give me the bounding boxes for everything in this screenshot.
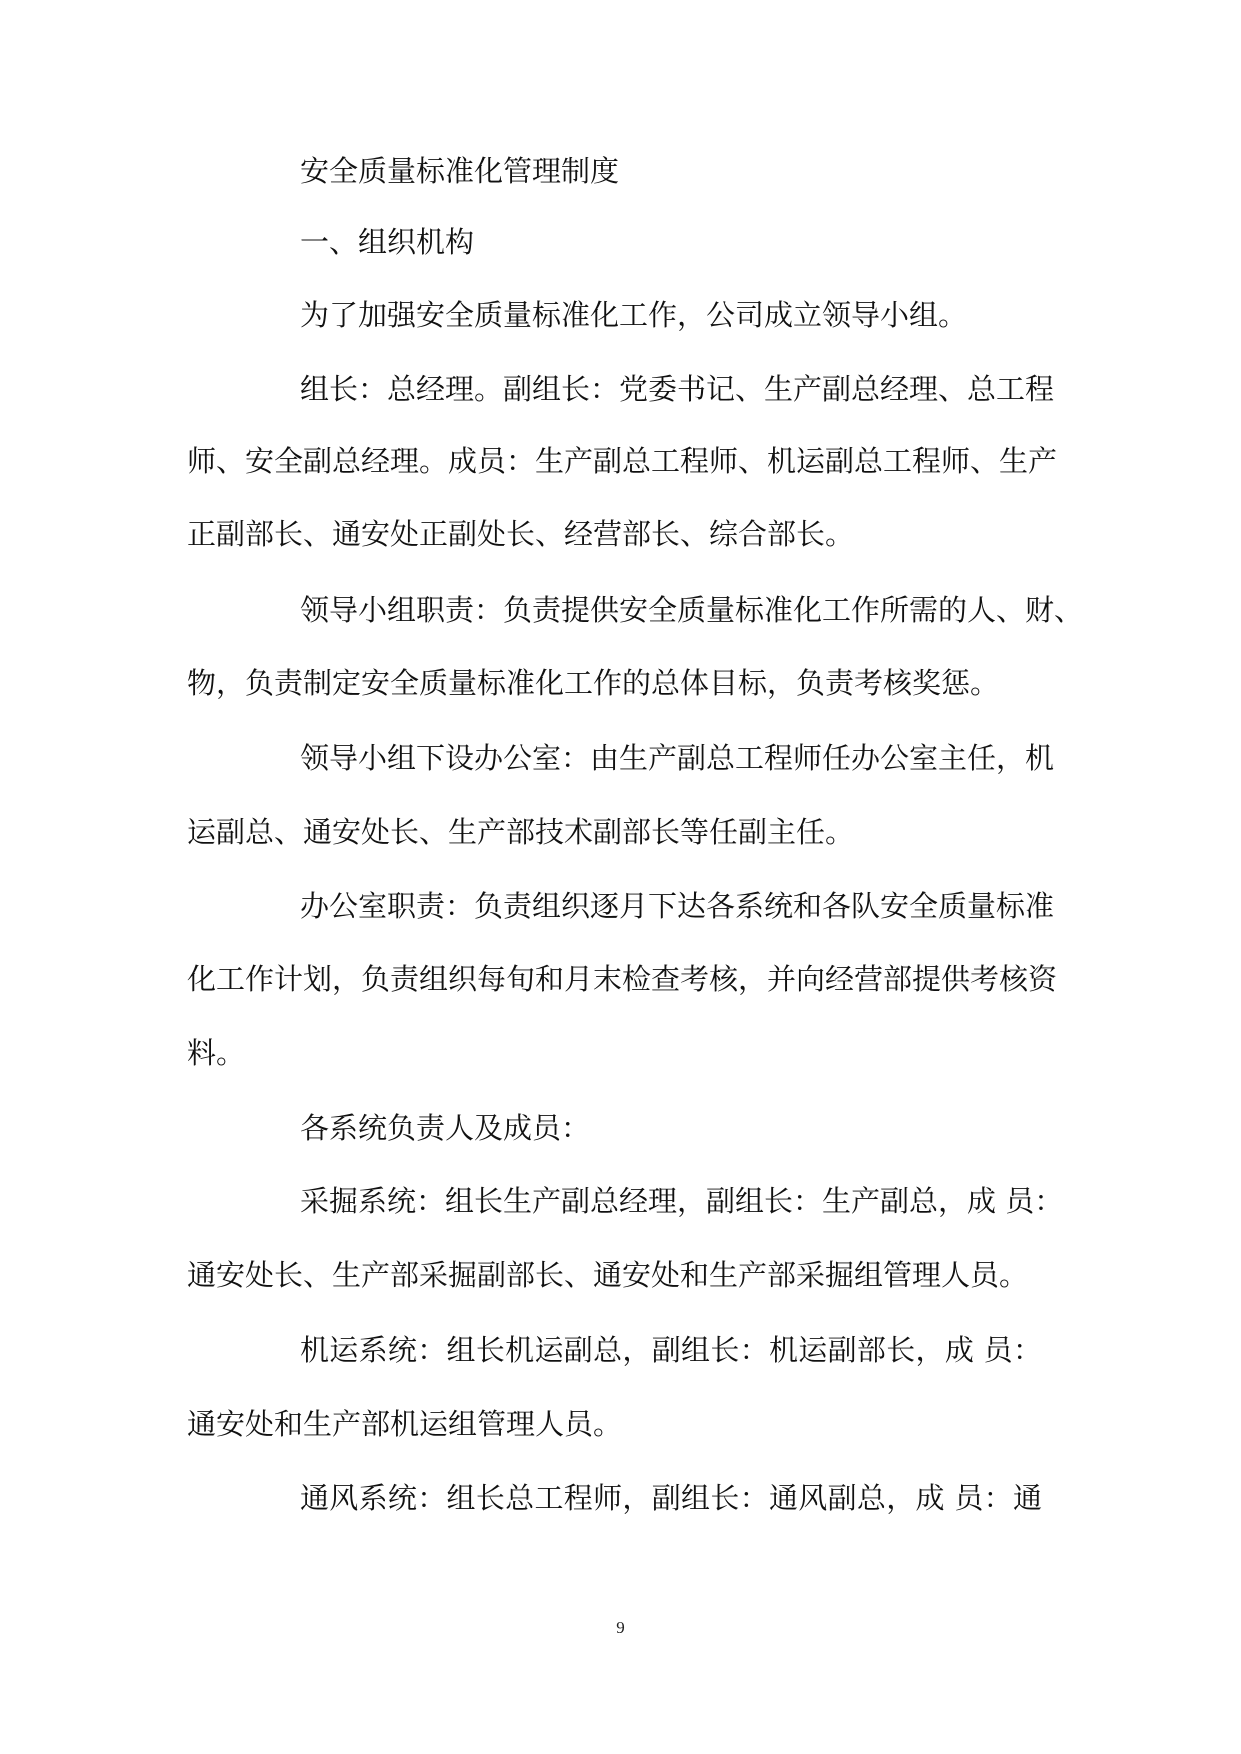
paragraph-line: 正副部长、通安处正副处长、经营部长、综合部长。 [187, 517, 855, 551]
paragraph-line: 机运系统：组长机运副总，副组长：机运副部长，成 员： [300, 1333, 1042, 1367]
paragraph-line: 师、安全副总经理。成员：生产副总工程师、机运副总工程师、生产 [187, 444, 1058, 478]
paragraph-line: 通安处和生产部机运组管理人员。 [187, 1407, 623, 1441]
page-number: 9 [616, 1618, 625, 1637]
paragraph-line: 采掘系统：组长生产副总经理，副组长：生产副总，成 员： [300, 1184, 1064, 1218]
document-title: 安全质量标准化管理制度 [300, 154, 620, 188]
paragraph-line: 组长：总经理。副组长：党委书记、生产副总经理、总工程 [300, 372, 1055, 406]
paragraph-line: 物，负责制定安全质量标准化工作的总体目标，负责考核奖惩。 [187, 666, 1000, 700]
paragraph-line: 为了加强安全质量标准化工作，公司成立领导小组。 [300, 298, 968, 332]
section-heading: 一、组织机构 [300, 225, 475, 259]
paragraph-line: 通安处长、生产部采掘副部长、通安处和生产部采掘组管理人员。 [187, 1258, 1029, 1292]
paragraph-line: 领导小组下设办公室：由生产副总工程师任办公室主任，机 [300, 741, 1055, 775]
paragraph-line: 通风系统：组长总工程师，副组长：通风副总，成 员：通 [300, 1481, 1042, 1515]
paragraph-line: 运副总、通安处长、生产部技术副部长等任副主任。 [187, 815, 855, 849]
paragraph-line: 领导小组职责：负责提供安全质量标准化工作所需的人、财、 [300, 593, 1084, 627]
paragraph-line: 料。 [187, 1036, 246, 1070]
paragraph-line: 办公室职责：负责组织逐月下达各系统和各队安全质量标准 [300, 889, 1055, 923]
paragraph-line: 化工作计划，负责组织每旬和月末检查考核，并向经营部提供考核资 [187, 962, 1058, 996]
paragraph-line: 各系统负责人及成员： [300, 1111, 591, 1145]
